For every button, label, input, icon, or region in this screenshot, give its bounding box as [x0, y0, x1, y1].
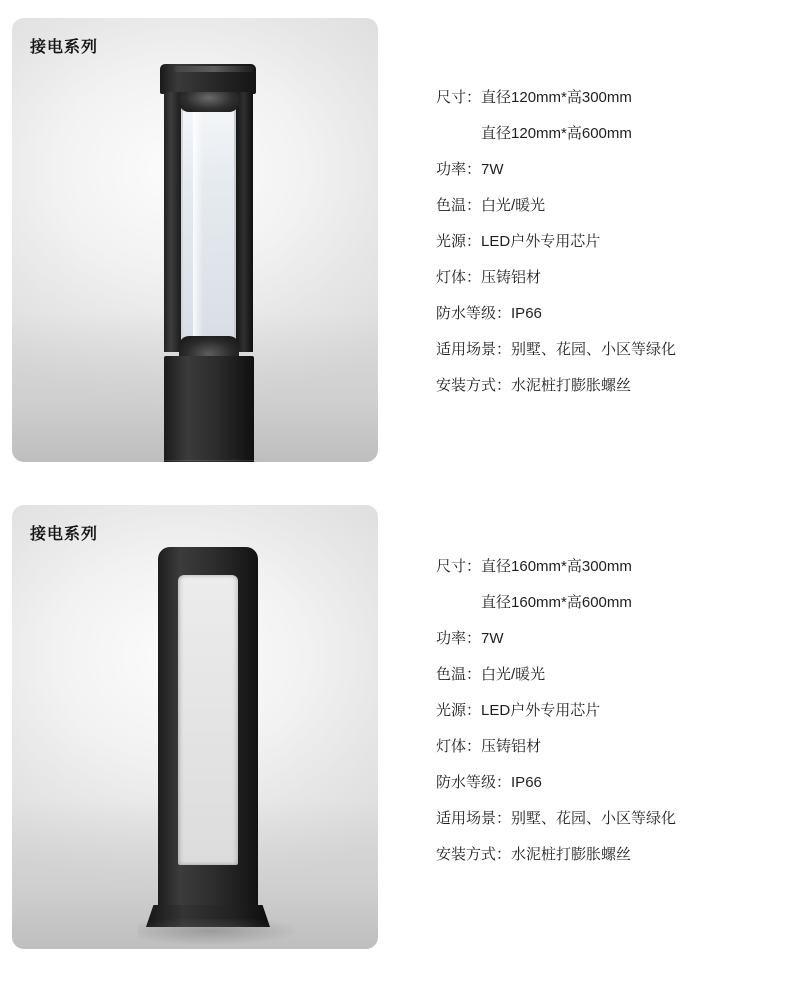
- lamp-top-emitter-1: [179, 92, 239, 112]
- spec-value-size-1-b: 直径120mm*高600mm: [481, 125, 632, 142]
- spec-row-scene-2: [436, 809, 790, 829]
- spec-value-light-source-1: LED户外专用芯片: [481, 233, 601, 250]
- spec-label-waterproof-1: 防水等级：: [436, 305, 512, 322]
- series-badge-2: 接电系列: [30, 526, 99, 543]
- spec-label-size-2: 尺寸：: [436, 558, 482, 575]
- spec-row-color-temp-1: [436, 196, 790, 216]
- spec-value-size-1-a: 直径120mm*高300mm: [481, 89, 632, 106]
- spec-label-waterproof-2: 防水等级：: [436, 774, 512, 791]
- lamp-head-highlight-1: [174, 66, 254, 72]
- spec-label-power-1: 功率：: [436, 161, 482, 178]
- spec-row-scene-1: [436, 340, 790, 360]
- spec-row-size-2: [436, 557, 790, 613]
- spec-values-size-2: [481, 557, 632, 613]
- bollard-lamp-illustration-2: [158, 547, 268, 937]
- spec-label-light-source-1: 光源：: [436, 233, 482, 250]
- product-image-panel-1: [12, 18, 378, 462]
- spec-row-color-temp-2: [436, 665, 790, 685]
- spec-row-install-2: [436, 845, 790, 865]
- spec-value-scene-2: 别墅、花园、小区等绿化: [511, 810, 677, 827]
- spec-value-install-1: 水泥桩打膨胀螺丝: [511, 377, 632, 394]
- spec-row-light-source-2: [436, 701, 790, 721]
- spec-value-waterproof-2: IP66: [511, 774, 542, 791]
- spec-label-housing-1: 灯体：: [436, 269, 482, 286]
- spec-value-size-2-b: 直径160mm*高600mm: [481, 594, 632, 611]
- spec-row-housing-1: [436, 268, 790, 288]
- spec-label-size-1: 尺寸：: [436, 89, 482, 106]
- spec-label-color-temp-1: 色温：: [436, 197, 482, 214]
- spec-value-housing-2: 压铸铝材: [481, 738, 542, 755]
- spec-row-power-2: [436, 629, 790, 649]
- spec-row-light-source-1: [436, 232, 790, 252]
- spec-label-housing-2: 灯体：: [436, 738, 482, 755]
- spec-value-color-temp-2: 白光/暖光: [481, 666, 546, 683]
- lamp-head-1: [160, 64, 256, 94]
- spec-value-size-2-a: 直径160mm*高300mm: [481, 558, 632, 575]
- spec-label-color-temp-2: 色温：: [436, 666, 482, 683]
- lamp-right-post-1: [236, 92, 253, 352]
- spec-row-waterproof-2: [436, 773, 790, 793]
- spec-list-1: [436, 88, 790, 412]
- spec-row-housing-2: [436, 737, 790, 757]
- spec-value-waterproof-1: IP66: [511, 305, 542, 322]
- spec-label-power-2: 功率：: [436, 630, 482, 647]
- lamp-frame-2: [158, 547, 258, 917]
- product-image-panel-2: [12, 505, 378, 949]
- spec-value-scene-1: 别墅、花园、小区等绿化: [511, 341, 677, 358]
- lamp-body-1: [164, 356, 254, 462]
- spec-label-light-source-2: 光源：: [436, 702, 482, 719]
- spec-value-power-1: 7W: [481, 161, 504, 178]
- series-badge-1: 接电系列: [30, 39, 99, 56]
- lamp-base-shadow-2: [138, 919, 298, 945]
- spec-row-size-1: [436, 88, 790, 144]
- spec-label-scene-1: 适用场景：: [436, 341, 512, 358]
- spec-value-housing-1: 压铸铝材: [481, 269, 542, 286]
- spec-values-size-1: [481, 88, 632, 144]
- spec-row-waterproof-1: [436, 304, 790, 324]
- spec-value-color-temp-1: 白光/暖光: [481, 197, 546, 214]
- spec-value-power-2: 7W: [481, 630, 504, 647]
- spec-label-install-1: 安装方式：: [436, 377, 512, 394]
- product-block-1: [0, 0, 790, 486]
- spec-label-install-2: 安装方式：: [436, 846, 512, 863]
- product-block-2: [0, 487, 790, 973]
- spec-value-light-source-2: LED户外专用芯片: [481, 702, 601, 719]
- spec-value-install-2: 水泥桩打膨胀螺丝: [511, 846, 632, 863]
- spec-label-scene-2: 适用场景：: [436, 810, 512, 827]
- lamp-inner-opening-2: [178, 575, 238, 865]
- spec-list-2: [436, 557, 790, 881]
- spec-row-power-1: [436, 160, 790, 180]
- lamp-left-post-1: [164, 92, 181, 352]
- bollard-lamp-illustration-1: [152, 64, 264, 462]
- lamp-lens-1: [181, 96, 236, 348]
- spec-row-install-1: [436, 376, 790, 396]
